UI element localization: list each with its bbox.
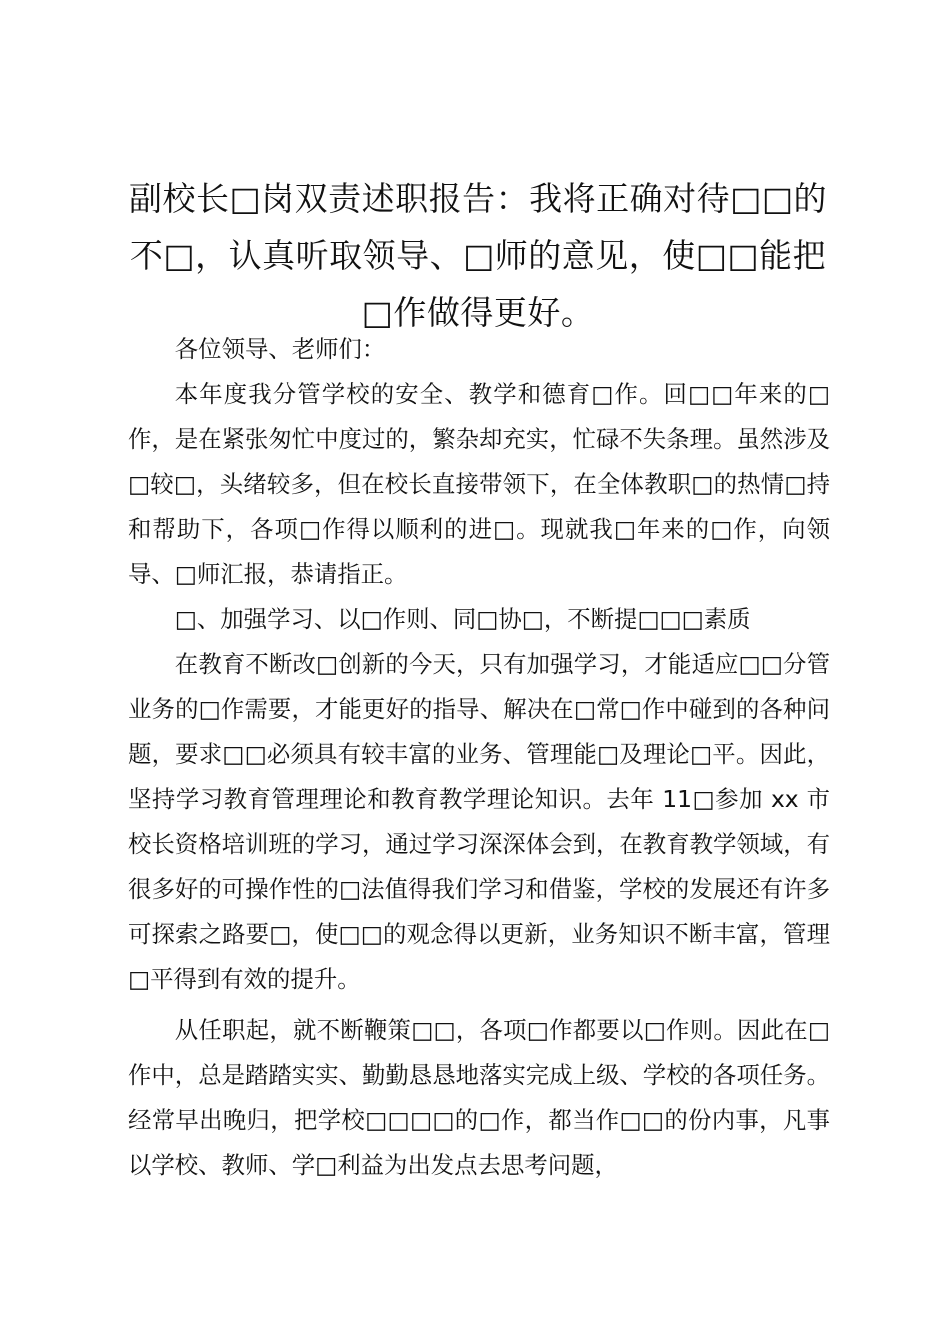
salutation-paragraph: 各位领导、老师们： — [174, 335, 386, 363]
duty-paragraph: 从任职起，就不断鞭策□□，各项□作都要以□作则。因此在□作中，总是踏踏实实、勤勤恳恳地落实完成上级、学校的各项任务。经常早出晚归，把学校□□□□的□作，都当作□□的份内事，凡事以学校、教师、学□利益为出发点去思考问题， — [128, 1016, 830, 1179]
study-paragraph: 在教育不断改□创新的今天，只有加强学习，才能适应□□分管业务的□作需要，才能更好的指导、解决在□常□作中碰到的各种问题，要求□□必须具有较丰富的业务、管理能□及理论□平。因此，坚持学习教育管理理论和教育教学理论知识。去年 11□参加 xx 市校长资格培训班的学习，通过学习深深体会到，在教育教学领域，有很多好的可操作性的□法值得我们学习和借鉴，学校的发展还有许多可探索之路要□，使□□的观念得以更新，业务知识不断丰富，管理□平得到有效的提升。 — [128, 650, 830, 993]
document-title: 副校长□岗双责述职报告：我将正确对待□□的不□，认真听取领导、□师的意见，使□□能把□作做得更好。 — [128, 179, 828, 332]
intro-paragraph: 本年度我分管学校的安全、教学和德育□作。回□□年来的□作，是在紧张匆忙中度过的，繁杂却充实，忙碌不失条理。虽然涉及□较□，头绪较多，但在校长直接带领下，在全体教职□的热情□持和帮助下，各项□作得以顺利的进□。现就我□年来的□作，向领导、□师汇报，恭请指正。 — [128, 380, 830, 588]
document-body — [128, 327, 830, 1188]
section-heading: □、加强学习、以□作则、同□协□，不断提□□□素质 — [174, 605, 751, 633]
